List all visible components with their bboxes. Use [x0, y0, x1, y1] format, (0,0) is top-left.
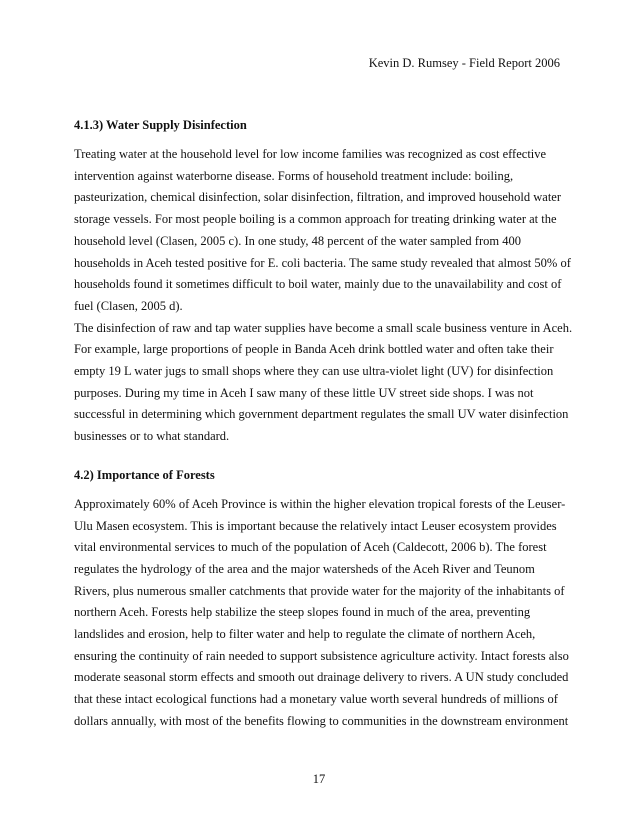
section-body-importance-of-forests	[74, 494, 574, 733]
section-heading-importance-of-forests: 4.2) Importance of Forests	[74, 467, 215, 482]
paragraph-line: empty 19 L water jugs to small shops where they can use ultra-violet light (UV) for disinfection	[74, 364, 554, 379]
page-body	[74, 114, 574, 733]
paragraph-line: landslides and erosion, help to filter water and help to regulate the climate of northern Aceh,	[74, 627, 536, 642]
paragraph-line: For example, large proportions of people in Banda Aceh drink bottled water and often take their	[74, 342, 554, 357]
paragraph-line: The disinfection of raw and tap water supplies have become a small scale business venture in Aceh.	[74, 320, 573, 335]
paragraph-line: regulates the hydrology of the area and the major watersheds of the Aceh River and Teunom	[74, 561, 535, 576]
paragraph-line: that these intact ecological functions had a monetary value worth several hundreds of millions of	[74, 692, 558, 707]
section-body-water-supply-disinfection	[74, 144, 574, 448]
running-header: Kevin D. Rumsey - Field Report 2006	[368, 56, 560, 70]
paragraph-line: storage vessels. For most people boiling is a common approach for treating drinking water at the	[74, 212, 557, 227]
paragraph-line: fuel (Clasen, 2005 d).	[74, 298, 183, 313]
paragraph-line: Treating water at the household level for low income families was recognized as cost effective	[74, 147, 547, 161]
paragraph-line: Ulu Masen ecosystem. This is important because the relatively intact Leuser ecosystem provides	[74, 518, 557, 533]
paragraph-line: households in Aceh tested positive for E. coli bacteria. The same study revealed that almost 50% of	[74, 255, 571, 270]
paragraph-line: successful in determining which government department regulates the small UV water disinfection	[74, 407, 569, 422]
paragraph-line: northern Aceh. Forests help stabilize the steep slopes found in much of the area, preventing	[74, 605, 531, 620]
paragraph-line: household level (Clasen, 2005 c). In one study, 48 percent of the water sampled from 400	[74, 233, 521, 248]
paragraph-line: purposes. During my time in Aceh I saw many of these little UV street side shops. I was not	[74, 385, 534, 400]
paragraph-line: Approximately 60% of Aceh Province is within the higher elevation tropical forests of the Leuser-	[74, 496, 566, 511]
paragraph-line: intervention against waterborne disease. Forms of household treatment include: boiling,	[74, 168, 514, 183]
paragraph-line: moderate seasonal storm effects and smooth out drainage delivery to rivers. A UN study concluded	[74, 670, 569, 685]
section-heading-water-supply-disinfection: 4.1.3) Water Supply Disinfection	[74, 118, 247, 132]
paragraph-line: ensuring the continuity of rain needed to support subsistence agriculture activity. Intact forests also	[74, 648, 569, 663]
paragraph-line: pasteurization, chemical disinfection, solar disinfection, filtration, and improved household water	[74, 190, 562, 205]
paragraph-line: vital environmental services to much of the population of Aceh (Caldecott, 2006 b). The forest	[74, 540, 547, 555]
paragraph-line: households found it sometimes difficult to boil water, mainly due to the unavailability and cost of	[74, 277, 562, 292]
page-number: 17	[312, 772, 326, 786]
paragraph-line: dollars annually, with most of the benefits flowing to communities in the downstream environment	[74, 713, 569, 728]
paragraph-line: businesses or to what standard.	[74, 429, 230, 444]
paragraph-line: Rivers, plus numerous smaller catchments that provide water for the majority of the inhabitants of	[74, 583, 565, 598]
